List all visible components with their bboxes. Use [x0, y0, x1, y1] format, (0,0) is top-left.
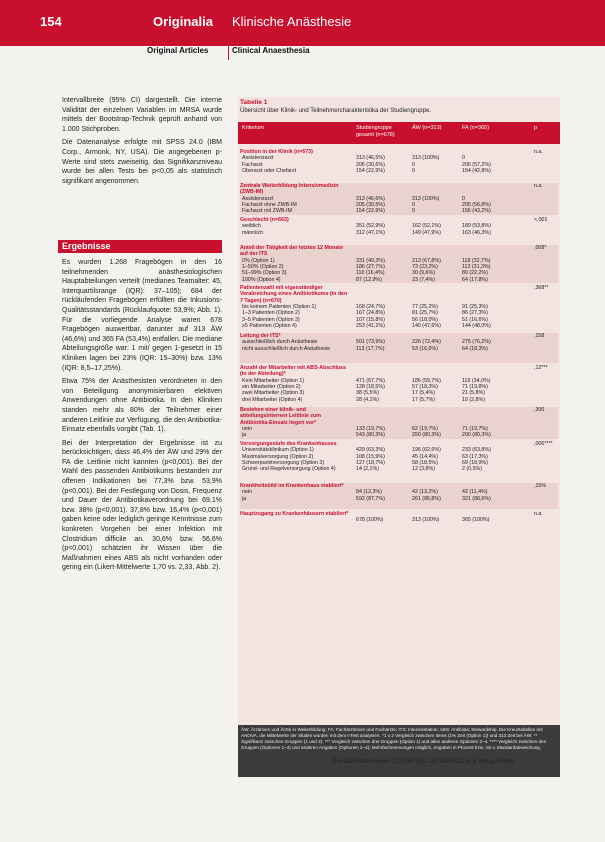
cell-value: 168 (24,7%) — [356, 303, 385, 310]
page-header — [0, 0, 605, 46]
row-label: 3–5 Patienten (Option 3) — [242, 316, 300, 323]
group-title: Leitung der ITS* — [240, 333, 281, 339]
table-group — [240, 333, 558, 363]
cell-value: 14 (2,1%) — [356, 466, 379, 473]
cell-value: 365 (100%) — [462, 517, 490, 524]
table-header — [238, 122, 560, 144]
row-label: 51–99% (Option 3) — [242, 270, 287, 277]
cell-value: 113 (31,3%) — [462, 263, 491, 270]
cell-value: 71 (19,8%) — [462, 383, 488, 390]
section-label-right: Klinische Anästhesie — [232, 14, 352, 29]
cell-value: 471 (67,7%) — [356, 377, 385, 384]
cell-value: 57 (18,3%) — [412, 383, 438, 390]
cell-value: 42 (13,2%) — [412, 489, 438, 496]
paragraph: Es wurden 1.268 Fragebögen in den 16 teilnehmenden anästhesiologischen Hauptabteilungen verteilt (medianes Teamalter: 45, Interquartilsrange (IQR): 37–105); 684 der rückläufenden Fragebögen erfüllten die Inkusions-Qualitätsstandards (Rücklaufquote: 53,9%; Abb. 1). Für die vorliegende Analyse waren 678 Fragebögen auswertbar, darunter auf 313 ÄW (46,6%) und 365 FA (53,4%) entfallen. Die mediane Abteilungsgröße war: 1 mit/ gegen 1-gesetzt in 15 Kliniken lagen bei 23% (IQR: 15–30%) bzw. 13% (IQR: 8,5–17,25%). — [62, 259, 222, 372]
cell-value: 63 (17,3%) — [462, 453, 488, 460]
p-value: ,12*** — [534, 365, 548, 371]
table-row — [240, 277, 558, 283]
cell-value: 290 (80,3%) — [462, 432, 491, 439]
row-label: bis keinem Patienten (Option 1) — [242, 303, 317, 310]
row-label: nicht ausschließlich durch Anästhesie — [242, 345, 331, 352]
table-row — [240, 432, 558, 438]
cell-value: 107 (15,8%) — [356, 316, 385, 323]
row-label: Assistenzarzt — [242, 155, 274, 162]
cell-value: 42 (11,4%) — [462, 489, 488, 496]
cell-value: 186 (59,7%) — [412, 377, 441, 384]
cell-value: 64 (17,8%) — [462, 276, 488, 283]
cell-value: 28 (4,1%) — [356, 396, 379, 403]
group-title: Zentrale Weiterbildung Intensivmedizin (ZWB-IM) — [240, 183, 339, 196]
cell-value: 250 (80,3%) — [412, 432, 441, 439]
cell-value: 206 (57,2%) — [462, 161, 491, 168]
table-group — [240, 511, 558, 531]
cell-value: 110 (16,4%) — [356, 270, 385, 277]
cell-value: 313 (46,5%) — [356, 155, 385, 162]
cell-value: 77 (25,2%) — [412, 303, 438, 310]
cell-value: 69 (18,9%) — [462, 460, 488, 467]
cell-value: 71 (19,7%) — [462, 425, 488, 432]
cell-value: 53 (16,6%) — [412, 345, 438, 352]
row-label: Oberarzt oder Chefarzt — [242, 168, 297, 175]
cell-value: 118 (32,7%) — [462, 257, 491, 264]
row-label: ja — [242, 495, 247, 502]
table-row — [240, 168, 558, 174]
page-number: 154 — [40, 14, 62, 29]
cell-value: 0 — [412, 208, 415, 215]
table-row — [240, 466, 558, 472]
cell-value: 0 — [412, 201, 415, 208]
row-label: 0% (Option 1) — [242, 257, 275, 264]
cell-value: 127 (18,7%) — [356, 460, 385, 467]
row-label: 1–50% (Option 2) — [242, 263, 284, 270]
group-title: Position in der Klinik (n=673) — [240, 149, 313, 155]
cell-value: 149 (47,9%) — [412, 229, 441, 236]
cell-value: 429 (63,3%) — [356, 447, 385, 454]
table-group — [240, 483, 558, 509]
table-group — [240, 149, 558, 181]
table-subtitle: Übersicht über Klinik- und Teilnehmercharakteristika der Studiengruppe. — [240, 108, 431, 114]
cell-value: 2 (0,5%) — [462, 466, 483, 473]
cell-value: 87 (12,9%) — [356, 276, 382, 283]
row-label: nein — [242, 425, 253, 432]
sub-label-left: Original Articles — [147, 46, 209, 55]
cell-value: 10 (2,8%) — [462, 396, 485, 403]
p-value: ,008* — [534, 245, 547, 251]
cell-value: 167 (24,8%) — [356, 310, 385, 317]
cell-value: 113 (17,7%) — [356, 345, 385, 352]
cell-value: 196 (62,6%) — [412, 447, 441, 454]
row-label: ein Mitarbeiter (Option 2) — [242, 383, 301, 390]
cell-value: 501 (73,9%) — [356, 339, 385, 346]
row-label: ≥5 Patienten (Option 4) — [242, 323, 297, 330]
p-value: ,300 — [534, 407, 545, 413]
cell-value: 543 (80,3%) — [356, 432, 385, 439]
row-label: Kein Mitarbeiter (Option 1) — [242, 377, 305, 384]
cell-value: 108 (15,9%) — [356, 453, 385, 460]
p-value: n.a. — [534, 183, 543, 189]
row-label: Assistenzarzt — [242, 195, 274, 202]
p-value: ,368** — [534, 285, 549, 291]
cell-value: 12 (3,8%) — [412, 466, 435, 473]
paragraph: Etwa 75% der Anästhesisten verordneten in den von Beteiligung anonymisierbaren elektiven Anwendungen ohne Antibiotika. In den Kliniken standen mehr als 80% der Teilnehmer einer anderen Leitlinie zur Verfügung, die den Antibiotika-Einsatz ebenfalls vorgibt (Tab. 1). — [62, 378, 222, 434]
group-title: Geschlecht (n=663) — [240, 217, 289, 223]
table-group — [240, 441, 558, 481]
table-row — [240, 517, 558, 523]
header-divider — [228, 0, 229, 60]
cell-value: 0 — [412, 168, 415, 175]
cell-value: 321 (88,6%) — [462, 495, 491, 502]
data-table — [238, 97, 560, 777]
table-group — [240, 407, 558, 439]
row-label: Grund- und Regelversorgung (Option 4) — [242, 466, 336, 473]
header-p: p — [534, 125, 538, 131]
header-criterion: Kriterium — [242, 125, 265, 131]
cell-value: 162 (52,1%) — [412, 223, 441, 230]
cell-value: 233 (63,8%) — [462, 447, 491, 454]
cell-value: 312 (47,1%) — [356, 229, 385, 236]
row-label: ja — [242, 432, 247, 439]
left-column-top — [62, 96, 222, 190]
cell-value: 64 (18,3%) — [462, 345, 488, 352]
cell-value: 140 (47,6%) — [412, 323, 441, 330]
table-group — [240, 217, 558, 243]
cell-value: 80 (22,2%) — [462, 270, 488, 277]
cell-value: 592 (87,7%) — [356, 495, 385, 502]
cell-value: 17 (5,7%) — [412, 396, 435, 403]
row-label: Maximalversorgung (Option 2) — [242, 453, 314, 460]
row-label: 1–3 Patienten (Option 2) — [242, 310, 300, 317]
row-label: zwei Mitarbeiter (Option 3) — [242, 390, 305, 397]
paragraph: Bei der Interpretation der Ergebnisse ist zu berücksichtigen, dass 46,4% der ÄW und 29% der FA die Leitlinie nicht kannten (p<0,001). Bei der Wahl des passenden Antibiotikums bestanden zur offenen Indikationen bei 77,3% bzw. 53,9% (p<0,001). Bei der Festlegung von Dosis, Frequenz und Dauer der Antibiotikaverordnung bei 69,1% bzw. 38% (p<0,001). 37,8% bzw. 16,4% (p<0,001) gaben keine oder lediglich geringe Kenntnisse zum konkreten Vorgehen bei einer Infektion mit Clostridium difficile an. 30,6% bzw. 56,6% (p<0,001) schätzten ihr Wissen über die Maßnahmen eines ABS als nicht vorhanden oder gering ein (Likert-Mittelwerte 1,70 vs. 2,33, Abb. 2). — [62, 439, 222, 572]
row-label: Facharzt — [242, 161, 263, 168]
cell-value: 206 (30,6%) — [356, 161, 385, 168]
cell-value: 91 (25,3%) — [462, 303, 488, 310]
cell-value: 84 (12,3%) — [356, 489, 382, 496]
cell-value: 313 (100%) — [412, 195, 440, 202]
cell-value: 23 (7,4%) — [412, 276, 435, 283]
cell-value: 45 (14,4%) — [412, 453, 438, 460]
cell-value: 51 (16,6%) — [462, 316, 488, 323]
table-row — [240, 397, 558, 403]
p-value: n.a. — [534, 511, 543, 517]
cell-value: 116 (34,0%) — [462, 377, 491, 384]
paragraph: Intervallbreite (95% CI) dargestellt. Die interne Validität der einzelnen Variablen im MRSA wurde mittels der Bootstrap-Technik geprüft anhand von 1.000 Stichproben. — [62, 97, 222, 133]
cell-value: 331 (49,3%) — [356, 257, 385, 264]
row-label: weiblich — [242, 223, 261, 230]
table-title: Tabelle 1 — [240, 99, 268, 106]
cell-value: 156 (43,2%) — [462, 208, 491, 215]
group-title: Krankheitsbild im Krankenhaus etabliert* — [240, 483, 344, 489]
cell-value: 226 (72,4%) — [412, 339, 441, 346]
cell-value: 163 (46,3%) — [462, 229, 491, 236]
cell-value: 62 (19,7%) — [412, 425, 438, 432]
row-label: männlich — [242, 229, 264, 236]
cell-value: 38 (5,5%) — [356, 390, 379, 397]
row-label: Facharzt ohne ZWB-IM — [242, 201, 297, 208]
row-label: Facharzt mit ZWB-IM — [242, 208, 293, 215]
cell-value: 261 (86,8%) — [412, 495, 441, 502]
cell-value: 351 (52,9%) — [356, 223, 385, 230]
row-label: 100% (Option 4) — [242, 276, 281, 283]
cell-value: 313 (100%) — [412, 155, 440, 162]
cell-value: 144 (48,0%) — [462, 323, 491, 330]
group-title: Patientenzahl mit eigenständiger Verabreichung eines Antibiotikums (in den 7 Tagen) (n=670) — [240, 285, 348, 304]
section-label-left: Originalia — [153, 14, 213, 29]
header-aew: ÄW (n=313) — [412, 125, 442, 131]
cell-value: 21 (5,8%) — [462, 390, 485, 397]
copyright: © Anästh Intensivmed 2019;60:150–161 Aktiv Druck & Verlag GmbH — [332, 759, 514, 765]
table-group — [240, 285, 558, 331]
header-total: Studiengruppe gesamt (n=678) — [356, 125, 395, 138]
cell-value: 205 (30,5%) — [356, 201, 385, 208]
cell-value: 128 (18,5%) — [356, 383, 385, 390]
p-value: <,001 — [534, 217, 548, 223]
cell-value: 58 (18,5%) — [412, 460, 438, 467]
row-label: ausschließlich durch Anästhesie — [242, 339, 318, 346]
cell-value: 205 (56,8%) — [462, 201, 491, 208]
header-fa: FA (n=365) — [462, 125, 490, 131]
section-heading: Ergebnisse — [58, 240, 222, 253]
cell-value: 154 (22,9%) — [356, 208, 385, 215]
table-group — [240, 365, 558, 405]
table-row — [240, 323, 558, 329]
row-label: nein — [242, 489, 253, 496]
table-row — [240, 346, 558, 352]
left-column-body — [62, 258, 222, 577]
table-row — [240, 230, 558, 236]
table-row — [240, 208, 558, 214]
cell-value: 133 (19,7%) — [356, 425, 385, 432]
table-row — [240, 496, 558, 502]
cell-value: 154 (22,9%) — [356, 168, 385, 175]
paragraph: Die Datenanalyse erfolgte mit SPSS 24.0 (IBM Corp., Armonk, NY, USA). Die angegebenen p-Werte sind stets zweiseitig, das Signifikanzniveau wurde bei allen Tests bei p<0,05 als statistisch signifikant angenommen. — [62, 139, 222, 185]
cell-value: 17 (5,4%) — [412, 390, 435, 397]
cell-value: 0 — [412, 161, 415, 168]
p-value: ,006**** — [534, 441, 553, 447]
group-title: Anzahl der Mitarbeiter mit ABS-Abschluss (in der Abteilung)* — [240, 365, 347, 378]
row-label: drei Mitarbeiter (Option 4) — [242, 396, 303, 403]
cell-value: 56 (18,0%) — [412, 316, 438, 323]
cell-value: 213 (67,8%) — [412, 257, 441, 264]
cell-value: 0 — [462, 155, 465, 162]
p-value: ,158 — [534, 333, 545, 339]
cell-value: 253 (41,2%) — [356, 323, 385, 330]
row-label: Universitätsklinikum (Option 1) — [242, 447, 314, 454]
cell-value: 313 (100%) — [412, 517, 440, 524]
cell-value: 275 (76,2%) — [462, 339, 491, 346]
table-footnote: ÄW: Ärztinnen und Ärzte in Weiterbildung; FA: Fachärztinnen und Fachärzte; ITS: Intensivstation; ABS: Antibiotic Stewardship. Die Kreuztabellen mit ANOVA, die Mittelwerte der Skalen wurden mit dem t-Test analysiert. *1 x 2 Vergleich zwischen Items (1% Zeit (Option 1)) und 313 Zeit bei ÄW; ** Signifikanz zwischen Gruppen (1 und 2). *** Vergleich zwischen drei Gruppen (Option 1) und allen anderen Optionen 2–4. **** Vergleich zwischen den Gruppen (Optionen 1–4) und anderen Angaben (Optionen 2–4); Mehrfachnennungen möglich, Angaben in Prozent bzw. mit ± Standardabweichung. — [238, 725, 560, 777]
p-value: ,15% — [534, 483, 547, 489]
table-group — [240, 183, 558, 215]
cell-value: 81 (25,7%) — [412, 310, 438, 317]
cell-value: 186 (27,7%) — [356, 263, 385, 270]
cell-value: 678 (100%) — [356, 517, 384, 524]
sub-label-right: Clinical Anaesthesia — [232, 46, 310, 55]
cell-value: 154 (42,8%) — [462, 168, 491, 175]
cell-value: 86 (27,3%) — [462, 310, 488, 317]
p-value: n.a. — [534, 149, 543, 155]
table-group — [240, 245, 558, 283]
cell-value: 73 (23,2%) — [412, 263, 438, 270]
group-title: Bestehen einer klinik- und abteilungsinternen Leitlinie zum Antibiotika-Einsatz liegen vor* — [240, 407, 321, 426]
group-title: Anteil der Tätigkeit der letzten 12 Monate auf der ITS — [240, 245, 344, 258]
cell-value: 313 (46,6%) — [356, 195, 385, 202]
cell-value: 0 — [462, 195, 465, 202]
cell-value: 30 (9,6%) — [412, 270, 435, 277]
row-label: Schwerpunktversorgung (Option 3) — [242, 460, 325, 467]
cell-value: 189 (53,8%) — [462, 223, 491, 230]
group-title: Versorgungsstufe des Krankenhauses — [240, 441, 337, 447]
group-title: Hauptzugang zu Krankenhäusern etabliert* — [240, 511, 349, 517]
